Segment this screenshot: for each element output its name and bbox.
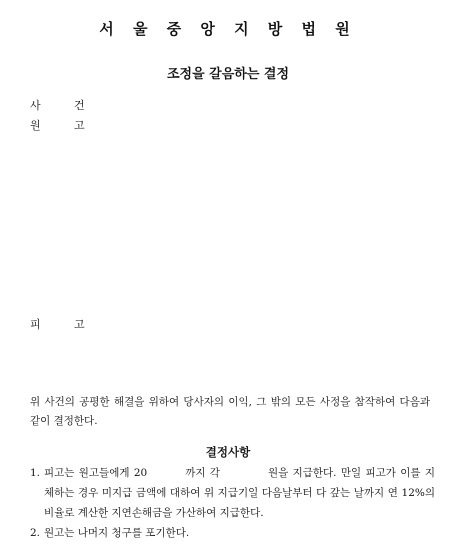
defendant-row [30,316,118,332]
decision-item-number: 2. [30,527,41,539]
document-title: 조정을 갈음하는 결정 [166,67,290,82]
case-row [30,97,118,113]
preamble-text: 위 사건의 공평한 해결을 위하여 당사자의 이익, 그 밖의 모든 사정을 참작하여 다음과 같이 결정한다. [30,396,430,427]
decision-item [30,523,435,543]
court-name: 서 울 중 앙 지 방 법 원 [99,20,357,38]
decision-item-text-part1: 피고는 원고들에게 20 [44,467,148,479]
plaintiff-row [30,117,118,133]
plaintiff-label-2: 고 [74,119,85,132]
decision-item-text-part1: 원고는 나머지 청구를 포기한다. [44,527,190,539]
decision-item-text-part2: 까지 각 [185,467,220,479]
decision-item-number: 1. [30,467,41,479]
decision-items [30,463,435,543]
decision-heading: 결정사항 [205,445,251,459]
case-label-1: 사 [30,99,41,112]
plaintiff-label-1: 원 [30,119,41,132]
defendant-label-2: 고 [74,318,85,331]
decision-item-text-part3: 원을 지급한다. 만일 피고가 이를 지체하는 경우 미지급 금액에 대하여 위 지급기일 다음날부터 다 갚는 날까지 연 12%의 비율로 계산한 지연손해금을 가산하여 지급한다. [44,467,435,519]
defendant-label-1: 피 [30,318,41,331]
decision-item [30,463,435,523]
case-label-2: 건 [74,99,85,112]
